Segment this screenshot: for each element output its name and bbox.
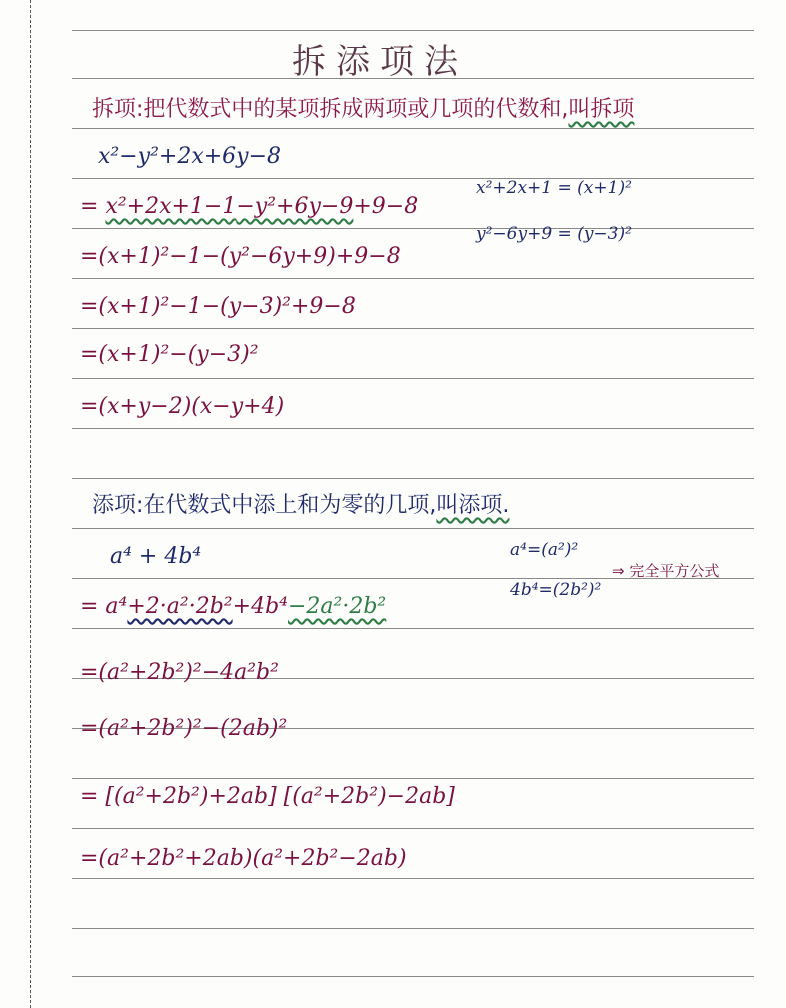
add-expression: a⁴ + 4b⁴ (110, 544, 202, 569)
ruled-line (72, 30, 754, 31)
split-expression: x²−y²+2x+6y−8 (98, 144, 282, 169)
ruled-line (72, 328, 754, 329)
split-step-1 (80, 194, 418, 219)
side-note-4: 4b⁴=(2b²)² (510, 580, 602, 600)
ruled-line (72, 628, 754, 629)
ruled-line (72, 878, 754, 879)
split-group-x: x²+2x+1−1 (105, 194, 237, 219)
ruled-line (72, 128, 754, 129)
equals-sign: = (80, 194, 99, 219)
add-term-heading: 添项: (92, 493, 144, 518)
ruled-line (72, 378, 754, 379)
split-term-definition (92, 92, 634, 123)
add-term-definition (92, 488, 509, 519)
split-step-3: =(x+1)²−1−(y−3)²+9−8 (80, 294, 356, 319)
ruled-line (72, 528, 754, 529)
ruled-line (72, 828, 754, 829)
perfect-square-note: ⇒ 完全平方公式 (612, 562, 720, 580)
add-step-1 (80, 594, 386, 619)
ruled-line (72, 976, 754, 977)
page-title: 拆添项法 (292, 42, 468, 82)
split-step-5: =(x+y−2)(x−y+4) (80, 394, 285, 419)
add-term-body: 在代数式中添上和为零的几项, (143, 493, 437, 518)
ruled-line (72, 228, 754, 229)
split-step-2: =(x+1)²−1−(y²−6y+9)+9−8 (80, 244, 401, 269)
split-term-tail: 叫拆项 (568, 97, 635, 122)
split-constant: +9−8 (353, 194, 419, 219)
ruled-line (72, 778, 754, 779)
ruled-line (72, 928, 754, 929)
margin-dashed-line (30, 0, 31, 1008)
add-step-1-d: −2a²·2b² (287, 594, 387, 619)
add-step-1-c: +4b⁴ (232, 594, 288, 619)
add-step-4: = [(a²+2b²)+2ab] [(a²+2b²)−2ab] (80, 784, 455, 809)
add-step-2: =(a²+2b²)²−4a²b² (80, 660, 279, 685)
split-group-y: −y²+6y−9 (236, 194, 354, 219)
add-step-1-a: = a⁴ (80, 594, 128, 619)
add-step-1-b: +2·a²·2b² (127, 594, 233, 619)
ruled-line (72, 478, 754, 479)
add-term-tail: 叫添项. (436, 493, 510, 518)
add-step-3: =(a²+2b²)²−(2ab)² (80, 716, 288, 741)
side-note-3: a⁴=(a²)² (510, 540, 579, 560)
ruled-line (72, 428, 754, 429)
ruled-line (72, 178, 754, 179)
side-note-1: x²+2x+1 = (x+1)² (476, 178, 632, 198)
add-step-5: =(a²+2b²+2ab)(a²+2b²−2ab) (80, 846, 407, 871)
split-step-4: =(x+1)²−(y−3)² (80, 342, 259, 367)
split-term-heading: 拆项: (92, 97, 144, 122)
split-term-body: 把代数式中的某项拆成两项或几项的代数和, (143, 97, 569, 122)
side-note-2: y²−6y+9 = (y−3)² (476, 224, 632, 244)
ruled-line (72, 278, 754, 279)
